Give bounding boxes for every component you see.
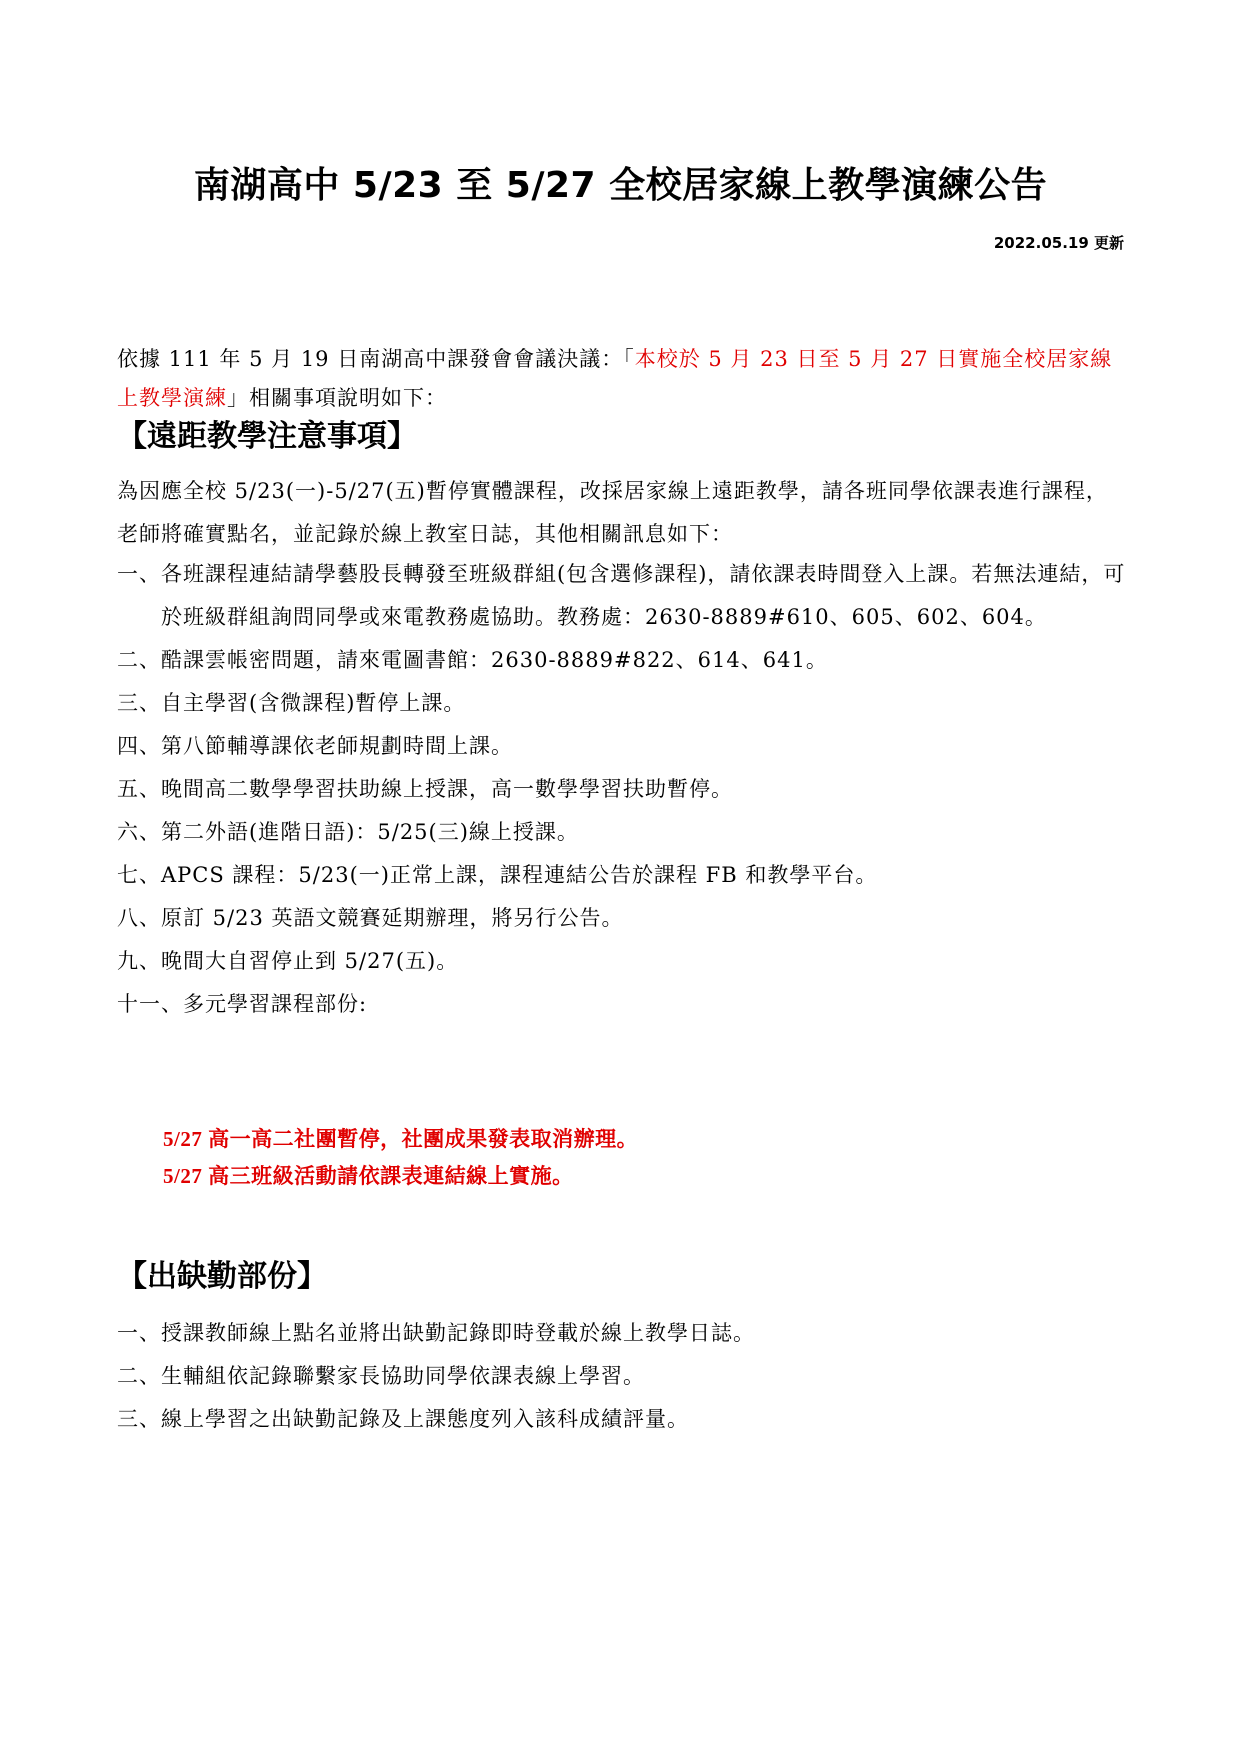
list-item-text: 線上學習之出缺勤記錄及上課態度列入該科成績評量。	[161, 1407, 689, 1431]
list-item-text: 酷課雲帳密問題，請來電圖書館：2630-8889#822、614、641。	[161, 648, 828, 672]
list-item-text: 多元學習課程部份:	[183, 992, 368, 1016]
intro-highlight: 本校於 5 月 23 日至 5 月 27 日實施全校居家線上教學演練	[117, 347, 1113, 410]
list-item	[117, 897, 1127, 940]
club-notice-red: 5/27 高一高二社團暫停，社團成果發表取消辦理。	[163, 1127, 639, 1151]
list-item-number: 十一、	[117, 992, 183, 1016]
list-item-number: 七、	[117, 863, 161, 887]
list-item-text: 各班課程連結請學藝股長轉發至班級群組(包含選修課程)，請依課表時間登入上課。若無法連結，可於班級群組詢問同學或來電教務處協助。教務處：2630-8889#610、605、602、604。	[161, 562, 1126, 629]
list-item-number: 一、	[117, 562, 161, 586]
remote-teaching-list	[117, 553, 1127, 1026]
list-item-text: 晚間高二數學學習扶助線上授課，高一數學學習扶助暫停。	[161, 777, 733, 801]
list-item-text: 原訂 5/23 英語文競賽延期辦理，將另行公告。	[161, 906, 624, 930]
intro-paragraph	[117, 340, 1127, 418]
attendance-list	[117, 1312, 1127, 1441]
intro-prefix: 依據 111 年 5 月 19 日南湖高中課發會會議決議：「	[117, 347, 635, 371]
list-item	[117, 639, 1127, 682]
list-item-text: 第八節輔導課依老師規劃時間上課。	[161, 734, 513, 758]
list-item-number: 四、	[117, 734, 161, 758]
list-item-text: 晚間大自習停止到 5/27(五)。	[161, 949, 459, 973]
list-item-number: 六、	[117, 820, 161, 844]
list-item	[117, 1312, 1127, 1355]
list-item-number: 八、	[117, 906, 161, 930]
intro-suffix: 」相關事項說明如下：	[227, 386, 447, 410]
list-item	[117, 1355, 1127, 1398]
list-item-text: 授課教師線上點名並將出缺勤記錄即時登載於線上教學日誌。	[161, 1321, 755, 1345]
list-item-text: APCS 課程：5/23(一)正常上課，課程連結公告於課程 FB 和教學平台。	[161, 863, 878, 887]
list-item	[117, 682, 1127, 725]
document-title: 南湖高中 5/23 至 5/27 全校居家線上教學演練公告	[193, 165, 1048, 206]
list-item	[117, 811, 1127, 854]
list-item-text: 生輔組依記錄聯繫家長協助同學依課表線上學習。	[161, 1364, 645, 1388]
list-item-number: 二、	[117, 1364, 161, 1388]
list-item-number: 九、	[117, 949, 161, 973]
list-item	[117, 940, 1127, 983]
list-item	[117, 725, 1127, 768]
list-item	[117, 768, 1127, 811]
list-item-text: 第二外語(進階日語)：5/25(三)線上授課。	[161, 820, 579, 844]
list-item	[117, 1398, 1127, 1441]
section-heading-remote-teaching: 【遠距教學注意事項】	[117, 419, 417, 454]
list-item-number: 三、	[117, 1407, 161, 1431]
class-activity-notice-red: 5/27 高三班級活動請依課表連結線上實施。	[163, 1164, 574, 1188]
section-heading-attendance: 【出缺勤部份】	[117, 1259, 327, 1294]
list-item	[117, 854, 1127, 897]
list-item-text: 自主學習(含微課程)暫停上課。	[161, 691, 466, 715]
list-item-number: 五、	[117, 777, 161, 801]
list-item	[117, 553, 1127, 639]
list-item-number: 一、	[117, 1321, 161, 1345]
update-date: 2022.05.19 更新	[993, 234, 1124, 252]
section-intro-paragraph: 為因應全校 5/23(一)-5/27(五)暫停實體課程，改採居家線上遠距教學，請各班同學依課表進行課程，老師將確實點名，並記錄於線上教室日誌，其他相關訊息如下：	[117, 479, 1108, 546]
list-item	[117, 983, 1127, 1026]
list-item-number: 三、	[117, 691, 161, 715]
list-item-number: 二、	[117, 648, 161, 672]
